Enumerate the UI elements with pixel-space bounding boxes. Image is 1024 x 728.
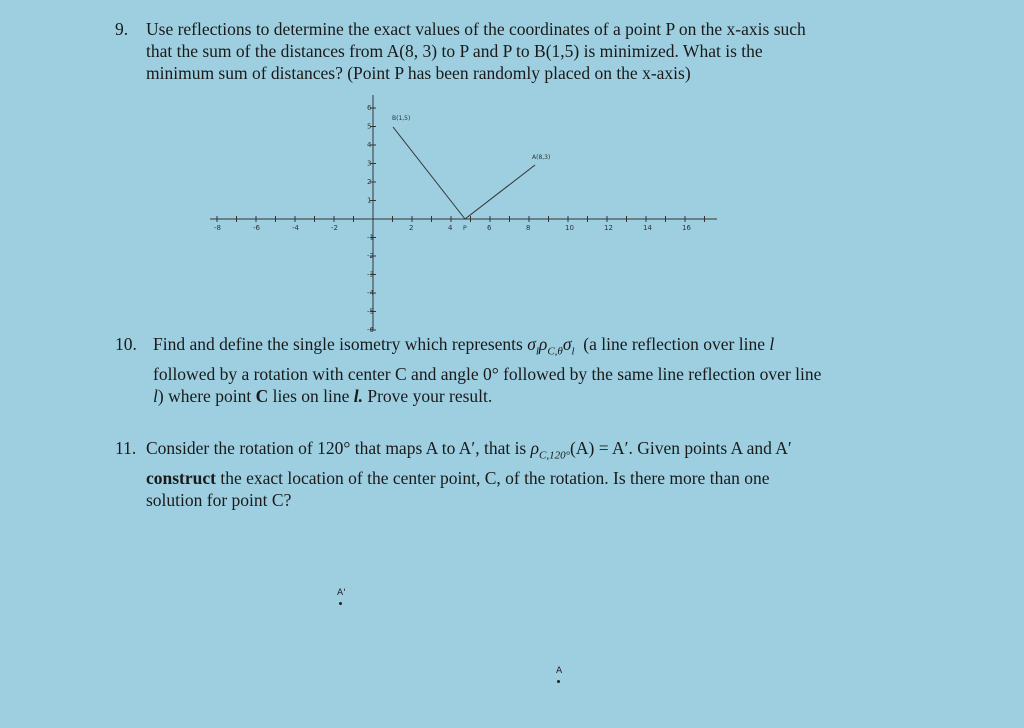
problem-text-line: solution for point C? — [146, 489, 292, 510]
y-tick-label: -6 — [367, 326, 374, 334]
point-c: C — [255, 385, 269, 406]
y-tick-label: 3 — [367, 159, 372, 168]
x-tick-label: 8 — [526, 224, 531, 232]
problem-number: 11. — [115, 438, 137, 458]
line-l: l — [769, 334, 775, 354]
x-tick-label: -6 — [253, 224, 260, 232]
x-tick-label: 2 — [409, 224, 414, 232]
x-tick-label: 10 — [565, 224, 574, 232]
y-tick-label: -4 — [367, 289, 374, 297]
line-l: l. — [353, 385, 363, 406]
problem-text: ) where point — [157, 385, 256, 406]
problem-text: lies on line — [268, 385, 354, 406]
problem-number: 10. — [115, 334, 137, 354]
y-tick-label: 2 — [367, 178, 372, 186]
y-tick-label: -3 — [367, 270, 374, 279]
segment-p-to-a — [465, 165, 535, 219]
point-p-label: P — [463, 225, 467, 232]
segment-b-to-p — [393, 127, 465, 219]
y-tick-label: 4 — [367, 141, 372, 149]
problem-text: Find and define the single isometry which represents — [153, 334, 528, 354]
y-tick-label: -1 — [367, 233, 374, 242]
y-tick-label: 5 — [367, 122, 372, 131]
problem-text-line: that the sum of the distances from A(8, 3) to P and P to B(1,5) is minimized. What is the — [146, 41, 763, 61]
rotation-formula-tail: (A) = A′ — [570, 438, 629, 458]
point-a-prime — [339, 602, 342, 605]
x-tick-label: -8 — [214, 224, 221, 232]
y-tick-label: -2 — [367, 252, 374, 260]
y-tick-label: -5 — [367, 307, 374, 316]
y-tick-label: 6 — [367, 104, 372, 112]
problem-text: (a line reflection over line — [583, 334, 770, 354]
x-tick-label: 14 — [643, 224, 652, 232]
problem-text-line: Use reflections to determine the exact values of the coordinates of a point P on the x-axis such — [146, 19, 806, 39]
rotation-formula: $\rho_{C,120^\circ}$ — [530, 438, 571, 462]
problem-11 — [115, 437, 792, 511]
x-tick-label: 12 — [604, 224, 613, 232]
x-tick-label: -2 — [331, 224, 338, 232]
point-a-label: A(8,3) — [532, 154, 551, 161]
point-a-label: A — [556, 666, 563, 676]
point-b-label: B(1,5) — [392, 115, 411, 122]
problem-text-line: minimum sum of distances? (Point P has been randomly placed on the x-axis) — [146, 63, 691, 83]
line-l: l — [153, 385, 158, 406]
problem-text: the exact location of the center point, C, of the rotation. Is there more than one — [215, 467, 770, 488]
problem-text: . Given points A and A′ — [628, 438, 792, 458]
problem-text-line: followed by a rotation with center C and angle 0° followed by the same line reflection over line — [153, 363, 822, 384]
y-tick-label: 1 — [367, 196, 372, 205]
x-tick-label: -4 — [292, 224, 299, 232]
x-tick-label: 16 — [682, 224, 691, 232]
isometry-formula: $\sigma_l\rho_{C,\theta}\sigma_l$ — [527, 334, 575, 358]
problem-text: Consider the rotation of 120° that maps A to A′, that is — [146, 438, 531, 458]
point-a-prime-label: A' — [337, 588, 346, 598]
problem-text: Prove your result. — [363, 385, 493, 406]
problem-10 — [115, 333, 821, 407]
x-tick-label: 4 — [448, 224, 453, 232]
problem-number: 9. — [115, 19, 129, 39]
point-a — [557, 680, 560, 683]
x-tick-label: 6 — [487, 224, 492, 232]
construct-keyword: construct — [146, 467, 216, 488]
